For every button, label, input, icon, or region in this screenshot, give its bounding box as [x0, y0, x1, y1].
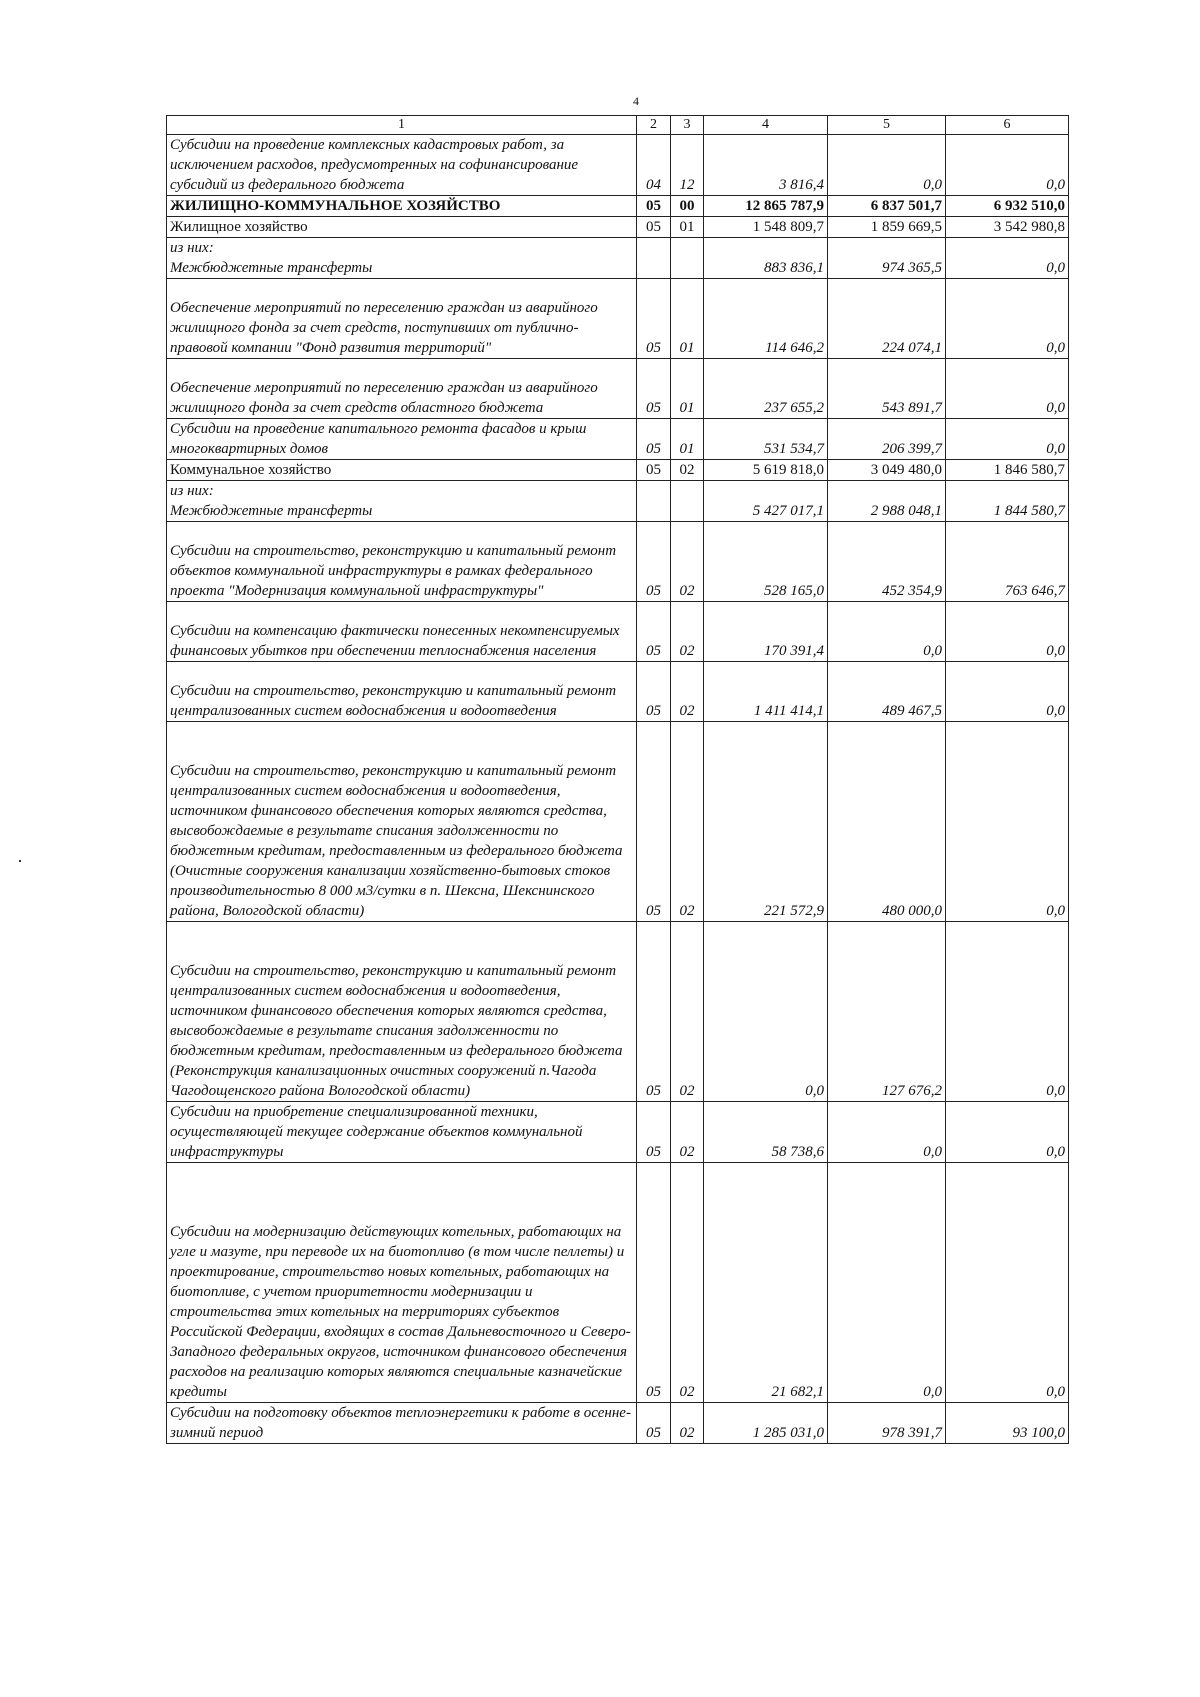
row-section-cell: 05 — [637, 1163, 671, 1403]
table-row — [167, 1403, 1069, 1444]
row-section-cell: 05 — [637, 217, 671, 238]
row-name-cell: Субсидии на проведение комплексных кадастровых работ, за исключением расходов, предусмотренных на софинансирование субсидий из федерального бюджета — [167, 135, 637, 196]
row-subsection-cell: 02 — [671, 1403, 704, 1444]
row-value-col5: 0,0 — [828, 1102, 946, 1163]
row-subsection-cell — [671, 481, 704, 522]
row-name-cell: Обеспечение мероприятий по переселению граждан из аварийного жилищного фонда за счет средств областного бюджета — [167, 359, 637, 419]
row-value-col4: 3 816,4 — [704, 135, 828, 196]
header-col-1: 1 — [167, 116, 637, 135]
row-value-col4: 114 646,2 — [704, 279, 828, 359]
row-section-cell: 05 — [637, 722, 671, 922]
row-value-col4: 883 836,1 — [704, 238, 828, 279]
row-subsection-cell: 02 — [671, 602, 704, 662]
row-subsection-cell: 02 — [671, 1163, 704, 1403]
row-value-col6: 0,0 — [946, 238, 1069, 279]
row-value-col6: 0,0 — [946, 419, 1069, 460]
scan-dot — [19, 860, 21, 862]
row-name-cell: Обеспечение мероприятий по переселению граждан из аварийного жилищного фонда за счет средств, поступивших от публично-правовой компании "Фонд развития территорий" — [167, 279, 637, 359]
table-row — [167, 279, 1069, 359]
row-name-cell: Жилищное хозяйство — [167, 217, 637, 238]
row-value-col4: 58 738,6 — [704, 1102, 828, 1163]
table-row — [167, 1163, 1069, 1403]
row-name-cell: из них: Межбюджетные трансферты — [167, 238, 637, 279]
row-value-col5: 974 365,5 — [828, 238, 946, 279]
table-header-row — [167, 116, 1069, 135]
row-value-col6: 93 100,0 — [946, 1403, 1069, 1444]
row-section-cell: 05 — [637, 662, 671, 722]
row-value-col5: 127 676,2 — [828, 922, 946, 1102]
row-section-cell: 05 — [637, 522, 671, 602]
row-value-col5: 6 837 501,7 — [828, 196, 946, 217]
table-row — [167, 238, 1069, 279]
row-subsection-cell: 02 — [671, 922, 704, 1102]
row-subsection-cell: 12 — [671, 135, 704, 196]
table-row — [167, 1102, 1069, 1163]
row-value-col4: 5 619 818,0 — [704, 460, 828, 481]
row-name-cell: Субсидии на проведение капитального ремонта фасадов и крыш многоквартирных домов — [167, 419, 637, 460]
row-value-col6: 0,0 — [946, 602, 1069, 662]
budget-table — [166, 115, 1069, 1444]
row-value-col4: 0,0 — [704, 922, 828, 1102]
row-subsection-cell: 02 — [671, 662, 704, 722]
table-row — [167, 196, 1069, 217]
row-value-col5: 2 988 048,1 — [828, 481, 946, 522]
row-subsection-cell: 02 — [671, 722, 704, 922]
row-section-cell: 05 — [637, 922, 671, 1102]
table-row — [167, 522, 1069, 602]
row-section-cell: 05 — [637, 196, 671, 217]
row-subsection-cell: 02 — [671, 522, 704, 602]
table-row — [167, 359, 1069, 419]
row-value-col6: 1 846 580,7 — [946, 460, 1069, 481]
table-row — [167, 419, 1069, 460]
row-value-col4: 170 391,4 — [704, 602, 828, 662]
row-value-col6: 0,0 — [946, 1163, 1069, 1403]
header-col-4: 4 — [704, 116, 828, 135]
row-subsection-cell: 01 — [671, 359, 704, 419]
row-value-col5: 224 074,1 — [828, 279, 946, 359]
row-value-col5: 1 859 669,5 — [828, 217, 946, 238]
header-col-6: 6 — [946, 116, 1069, 135]
row-value-col5: 480 000,0 — [828, 722, 946, 922]
row-value-col6: 0,0 — [946, 359, 1069, 419]
row-value-col6: 763 646,7 — [946, 522, 1069, 602]
header-col-3: 3 — [671, 116, 704, 135]
row-value-col5: 0,0 — [828, 1163, 946, 1403]
row-value-col6: 0,0 — [946, 279, 1069, 359]
row-value-col4: 1 548 809,7 — [704, 217, 828, 238]
table-row — [167, 217, 1069, 238]
row-value-col4: 237 655,2 — [704, 359, 828, 419]
row-section-cell: 05 — [637, 419, 671, 460]
row-value-col6: 0,0 — [946, 1102, 1069, 1163]
row-name-cell: Субсидии на строительство, реконструкцию и капитальный ремонт централизованных систем водоснабжения и водоотведения — [167, 662, 637, 722]
row-name-cell: Субсидии на строительство, реконструкцию и капитальный ремонт объектов коммунальной инфраструктуры в рамках федерального проекта "Модернизация коммунальной инфраструктуры" — [167, 522, 637, 602]
header-col-5: 5 — [828, 116, 946, 135]
table-row — [167, 722, 1069, 922]
row-value-col4: 5 427 017,1 — [704, 481, 828, 522]
header-col-2: 2 — [637, 116, 671, 135]
row-value-col5: 543 891,7 — [828, 359, 946, 419]
row-name-cell: из них: Межбюджетные трансферты — [167, 481, 637, 522]
row-subsection-cell: 02 — [671, 1102, 704, 1163]
table-row — [167, 460, 1069, 481]
row-subsection-cell: 01 — [671, 419, 704, 460]
row-value-col4: 528 165,0 — [704, 522, 828, 602]
row-value-col4: 1 285 031,0 — [704, 1403, 828, 1444]
table-row — [167, 135, 1069, 196]
row-subsection-cell — [671, 238, 704, 279]
row-value-col4: 1 411 414,1 — [704, 662, 828, 722]
row-name-cell: Субсидии на строительство, реконструкцию и капитальный ремонт централизованных систем водоснабжения и водоотведения, источником финансового обеспечения которых являются средства, высвобождаемые в результате списания задолженности по бюджетным кредитам, предоставленным из федерального бюджета (Очистные сооружения канализации хозяйственно-бытовых стоков производительностью 8 000 м3/сутки в п. Шексна, Шекснинского района, Вологодской области) — [167, 722, 637, 922]
row-value-col6: 0,0 — [946, 135, 1069, 196]
row-value-col5: 489 467,5 — [828, 662, 946, 722]
table-row — [167, 662, 1069, 722]
row-name-cell: ЖИЛИЩНО-КОММУНАЛЬНОЕ ХОЗЯЙСТВО — [167, 196, 637, 217]
row-name-cell: Субсидии на подготовку объектов теплоэнергетики к работе в осенне-зимний период — [167, 1403, 637, 1444]
table-row — [167, 922, 1069, 1102]
row-value-col6: 1 844 580,7 — [946, 481, 1069, 522]
row-section-cell: 05 — [637, 460, 671, 481]
row-value-col4: 531 534,7 — [704, 419, 828, 460]
row-name-cell: Субсидии на строительство, реконструкцию и капитальный ремонт централизованных систем водоснабжения и водоотведения, источником финансового обеспечения которых являются средства, высвобождаемые в результате списания задолженности по бюджетным кредитам, предоставленным из федерального бюджета (Реконструкция канализационных очистных сооружений п.Чагода Чагодощенского района Вологодской области) — [167, 922, 637, 1102]
row-value-col4: 12 865 787,9 — [704, 196, 828, 217]
table-row — [167, 481, 1069, 522]
row-section-cell: 05 — [637, 359, 671, 419]
row-value-col5: 978 391,7 — [828, 1403, 946, 1444]
row-value-col5: 0,0 — [828, 602, 946, 662]
row-value-col4: 221 572,9 — [704, 722, 828, 922]
row-value-col6: 0,0 — [946, 662, 1069, 722]
row-name-cell: Субсидии на компенсацию фактически понесенных некомпенсируемых финансовых убытков при обеспечении теплоснабжения населения — [167, 602, 637, 662]
row-value-col5: 0,0 — [828, 135, 946, 196]
row-value-col6: 0,0 — [946, 722, 1069, 922]
row-subsection-cell: 02 — [671, 460, 704, 481]
row-subsection-cell: 01 — [671, 279, 704, 359]
row-subsection-cell: 00 — [671, 196, 704, 217]
row-value-col6: 3 542 980,8 — [946, 217, 1069, 238]
row-name-cell: Субсидии на модернизацию действующих котельных, работающих на угле и мазуте, при переводе их на биотопливо (в том числе пеллеты) и проектирование, строительство новых котельных, работающих на биотопливе, с учетом приоритетности модернизации и строительства этих котельных на территориях субъектов Российской Федерации, входящих в состав Дальневосточного и Северо-Западного федеральных округов, источником финансового обеспечения расходов на реализацию которых являются специальные казначейские кредиты — [167, 1163, 637, 1403]
row-section-cell: 05 — [637, 1403, 671, 1444]
row-value-col5: 206 399,7 — [828, 419, 946, 460]
row-value-col5: 3 049 480,0 — [828, 460, 946, 481]
row-section-cell: 04 — [637, 135, 671, 196]
row-value-col6: 0,0 — [946, 922, 1069, 1102]
row-section-cell: 05 — [637, 1102, 671, 1163]
row-section-cell: 05 — [637, 602, 671, 662]
row-name-cell: Субсидии на приобретение специализированной техники, осуществляющей текущее содержание объектов коммунальной инфраструктуры — [167, 1102, 637, 1163]
row-value-col4: 21 682,1 — [704, 1163, 828, 1403]
table-row — [167, 602, 1069, 662]
row-section-cell — [637, 481, 671, 522]
row-subsection-cell: 01 — [671, 217, 704, 238]
row-value-col5: 452 354,9 — [828, 522, 946, 602]
row-section-cell: 05 — [637, 279, 671, 359]
row-section-cell — [637, 238, 671, 279]
row-name-cell: Коммунальное хозяйство — [167, 460, 637, 481]
row-value-col6: 6 932 510,0 — [946, 196, 1069, 217]
